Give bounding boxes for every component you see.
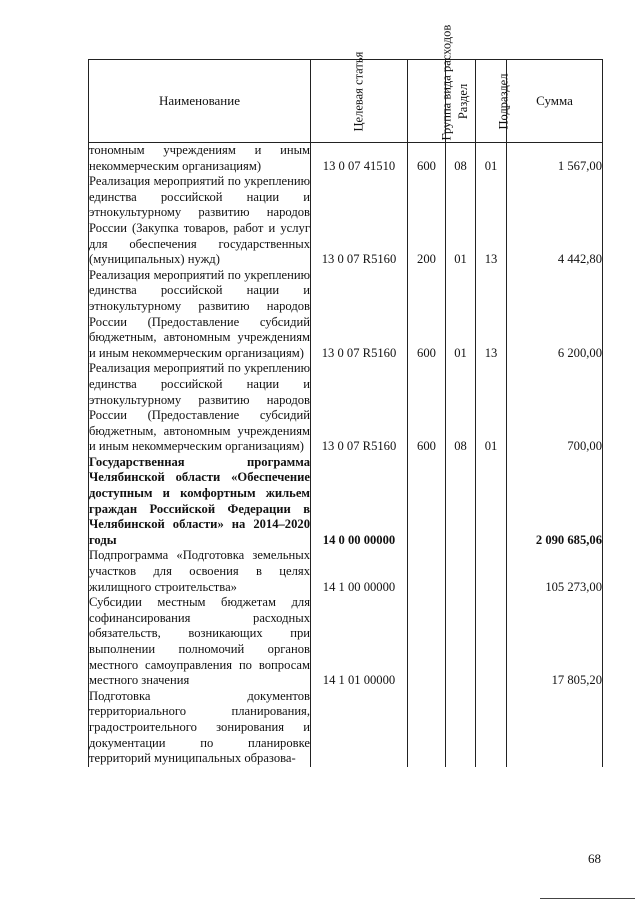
footer-divider bbox=[540, 898, 635, 899]
row-name: тономным учреждениям и иным некоммерческим организациям) bbox=[89, 143, 310, 173]
row-section bbox=[446, 689, 476, 767]
table-row bbox=[89, 143, 603, 175]
row-sum: 2 090 685,06 bbox=[507, 455, 603, 549]
row-subsection: 13 bbox=[476, 174, 507, 268]
row-group bbox=[408, 548, 446, 595]
row-sum bbox=[507, 689, 603, 767]
row-group: 600 bbox=[408, 361, 446, 455]
row-target: 13 0 07 R5160 bbox=[311, 268, 408, 362]
header-group: Группа вида расходов bbox=[408, 60, 446, 143]
row-subsection: 13 bbox=[476, 268, 507, 362]
row-sum: 6 200,00 bbox=[507, 268, 603, 362]
header-target: Целевая статья bbox=[311, 60, 408, 143]
row-group bbox=[408, 689, 446, 767]
row-section: 08 bbox=[446, 361, 476, 455]
row-group: 200 bbox=[408, 174, 446, 268]
table-row bbox=[89, 595, 603, 689]
table-row bbox=[89, 548, 603, 595]
row-target: 13 0 07 R5160 bbox=[311, 361, 408, 455]
row-target: 14 0 00 00000 bbox=[311, 455, 408, 549]
row-group bbox=[408, 455, 446, 549]
row-sum: 4 442,80 bbox=[507, 174, 603, 268]
row-target bbox=[311, 689, 408, 767]
header-section: Раздел bbox=[446, 60, 476, 143]
row-section bbox=[446, 455, 476, 549]
row-target: 14 1 00 00000 bbox=[311, 548, 408, 595]
row-subsection: 01 bbox=[476, 361, 507, 455]
row-name: Реализация мероприятий по укреплению единства российской нации и этнокультурному развитию народов России (Предоставление субсидий бюджетным, автономным учреждениям и иным некоммерческим организациям) bbox=[89, 267, 310, 360]
row-section bbox=[446, 595, 476, 689]
row-subsection: 01 bbox=[476, 143, 507, 175]
row-name: Субсидии местным бюджетам для софинансирования расходных обязательств, возникающих при выполнении полномочий органов местного самоуправления по вопросам местного значения bbox=[89, 595, 310, 688]
table-row bbox=[89, 174, 603, 268]
row-target: 13 0 07 41510 bbox=[311, 143, 408, 175]
budget-table bbox=[88, 24, 603, 767]
page-number: 68 bbox=[588, 851, 601, 866]
table-row bbox=[89, 455, 603, 549]
header-name: Наименование bbox=[89, 60, 311, 143]
row-section bbox=[446, 548, 476, 595]
table-row bbox=[89, 361, 603, 455]
row-name: Государственная программа Челябинской области «Обеспечение доступным и комфортным жильем граждан Российской Федерации в Челябинской области» на 2014–2020 годы bbox=[89, 454, 310, 547]
header-subsection: Подраздел bbox=[476, 60, 507, 143]
row-subsection bbox=[476, 689, 507, 767]
row-section: 01 bbox=[446, 174, 476, 268]
row-name: Реализация мероприятий по укреплению единства российской нации и этнокультурному развитию народов России (Закупка товаров, работ и услуг для обеспечения государственных (муниципальных) нужд) bbox=[89, 174, 310, 267]
row-group: 600 bbox=[408, 268, 446, 362]
table-row bbox=[89, 268, 603, 362]
row-group: 600 bbox=[408, 143, 446, 175]
row-sum: 700,00 bbox=[507, 361, 603, 455]
row-group bbox=[408, 595, 446, 689]
row-name: Подпрограмма «Подготовка земельных участков для освоения в целях жилищного строительства» bbox=[89, 548, 310, 594]
row-target: 14 1 01 00000 bbox=[311, 595, 408, 689]
table-row bbox=[89, 689, 603, 767]
row-sum: 105 273,00 bbox=[507, 548, 603, 595]
row-name: Реализация мероприятий по укреплению единства российской нации и этнокультурному развитию народов России (Предоставление субсидий бюджетным, автономным учреждениям и иным некоммерческим организациям) bbox=[89, 361, 310, 454]
row-subsection bbox=[476, 548, 507, 595]
row-name: Подготовка документов территориального планирования, градостроительного зонирования и документации по планировке территорий муниципальных образова- bbox=[89, 688, 310, 766]
row-target: 13 0 07 R5160 bbox=[311, 174, 408, 268]
row-sum: 1 567,00 bbox=[507, 143, 603, 175]
header-sum: Сумма bbox=[507, 60, 603, 143]
row-subsection bbox=[476, 595, 507, 689]
table-header bbox=[89, 24, 603, 143]
row-section: 08 bbox=[446, 143, 476, 175]
row-section: 01 bbox=[446, 268, 476, 362]
row-sum: 17 805,20 bbox=[507, 595, 603, 689]
row-subsection bbox=[476, 455, 507, 549]
